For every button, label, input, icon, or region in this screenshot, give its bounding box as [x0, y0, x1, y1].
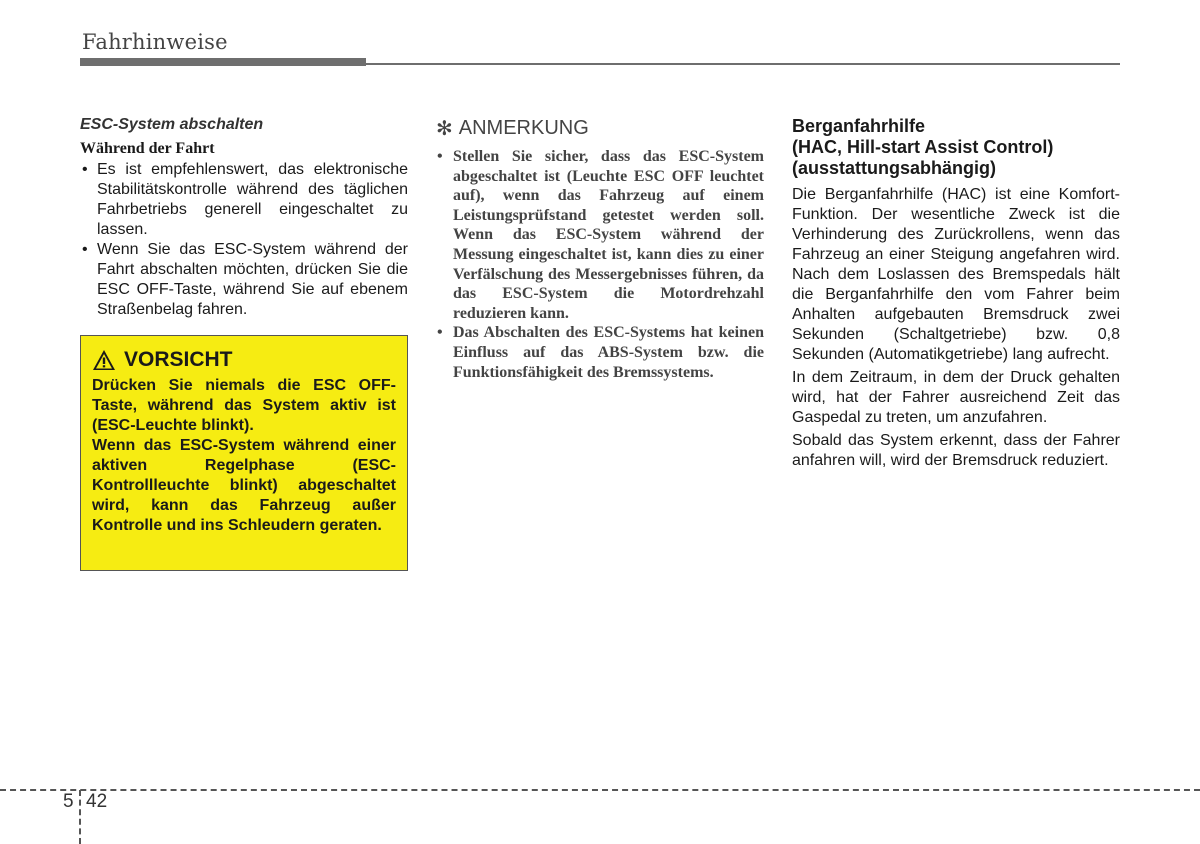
note-title: ANMERKUNG: [458, 117, 589, 139]
section-subsubheading: Während der Fahrt: [80, 140, 215, 157]
caution-header: [92, 348, 396, 372]
heading-line: Berganfahrhilfe: [792, 116, 926, 136]
list-item: • Wenn Sie das ESC-System während der Fahrt abschalten möchten, drücken Sie die ESC OFF-Taste, während Sie auf ebenem Straßenbelag fahren.: [80, 240, 408, 320]
body-paragraph: Sobald das System erkennt, dass der Fahrer anfahren will, wird der Bremsdruck reduziert.: [792, 432, 1120, 469]
page-header-title: Fahrhinweise: [82, 30, 228, 54]
footer-divider: [79, 790, 81, 844]
column-right: [792, 116, 1120, 474]
section-subheading: ESC-System abschalten: [80, 116, 264, 133]
page-number: 42: [86, 791, 108, 812]
body-paragraph: In dem Zeitraum, in dem der Druck gehalten wird, hat der Fahrer ausreichend Zeit das Gaspedal zu treten, um anzufahren.: [792, 369, 1120, 426]
caution-paragraph: Drücken Sie niemals die ESC OFF-Taste, während das System aktiv ist (ESC-Leuchte blinkt).: [92, 377, 396, 434]
list-item: • Das Abschalten des ESC-Systems hat keinen Einfluss auf das ABS-System bzw. die Funktionsfähigkeit des Bremssystems.: [436, 323, 764, 382]
column-left: [80, 116, 408, 320]
body-paragraph: Die Berganfahrhilfe (HAC) ist eine Komfort-Funktion. Der wesentliche Zweck ist die Verhinderung des Zurückrollens, wenn das Fahrzeug an einer Steigung angefahren wird. Nach dem Loslassen des Bremspedals hält die Berganfahrhilfe den vom Fahrer beim Anhalten aufgebauten Bremsdruck zwei Sekunden (Schaltgetriebe) bzw. 0,8 Sekunden (Automatikgetriebe) lang aufrecht.: [792, 186, 1120, 363]
list-item: • Stellen Sie sicher, dass das ESC-System abgeschaltet ist (Leuchte ESC OFF leuchtet auf), wenn das Fahrzeug auf einem Leistungsprüfstand getestet werden soll. Wenn das ESC-System während der Messung eingeschaltet ist, kann dies zu einer Verfälschung des Messergebnisses führen, da das ESC-System die Motordrehzahl reduzieren kann.: [436, 147, 764, 323]
caution-title: VORSICHT: [124, 348, 233, 371]
section-heading: [792, 116, 1120, 179]
list-item: • Es ist empfehlenswert, das elektronische Stabilitätskontrolle während des täglichen Fahrbetriebs generell eingeschaltet zu lassen.: [80, 160, 408, 240]
asterisk-icon: ✻: [436, 118, 453, 140]
header-rule: [366, 63, 1120, 65]
heading-line: (HAC, Hill-start Assist Control): [792, 137, 1054, 157]
column-middle: [436, 116, 764, 382]
caution-box: [80, 335, 408, 571]
note-header: [436, 116, 764, 141]
footer-rule: [0, 789, 1200, 791]
heading-line: (ausstattungsabhängig): [792, 158, 997, 178]
bullet-list: [80, 160, 408, 320]
chapter-number: 5: [63, 791, 74, 812]
header-bar: [80, 58, 366, 66]
warning-triangle-icon: [92, 349, 116, 371]
note-list: [436, 147, 764, 382]
caution-paragraph: Wenn das ESC-System während einer aktiven Regelphase (ESC-Kontrollleuchte blinkt) abgeschaltet wird, kann das Fahrzeug außer Kontrolle und ins Schleudern geraten.: [92, 437, 396, 534]
